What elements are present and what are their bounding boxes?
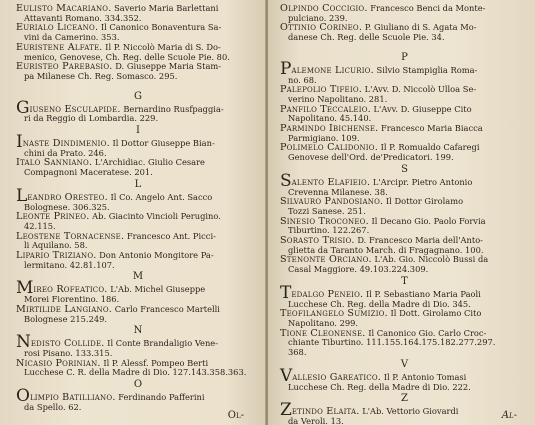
entry-first-line xyxy=(280,58,529,79)
index-entry xyxy=(16,4,260,23)
arcadian-name: Euristene Alfate. xyxy=(16,41,103,53)
arcadian-name: Silvauro Pandosiano. xyxy=(280,196,384,208)
arcadian-name: eandro Oresteo. xyxy=(27,191,108,203)
entry-continuation: Crevenna Milanese. 38. xyxy=(288,186,388,197)
member-description: L'Arcipr. Pietro Antonio xyxy=(372,176,473,187)
entry-continuation: Parmigiano. 109. xyxy=(288,132,360,143)
entry-first-line xyxy=(280,365,529,386)
member-description: Il P. Alessf. Pompeo Berti xyxy=(103,357,209,368)
entry-continuation: Bolognese 215.249. xyxy=(24,313,108,324)
arcadian-name: Polimelo Calidonio. xyxy=(280,142,378,154)
index-entry xyxy=(16,386,260,412)
section-letter: G xyxy=(134,90,142,102)
arcadian-name: Sorasto Trisio. xyxy=(280,235,355,247)
entry-continuation: lermitano. 42.81.107. xyxy=(24,259,115,270)
section-letter: S xyxy=(401,163,408,175)
member-description: P. Giuliano di S. Agata Mo- xyxy=(364,22,477,33)
index-entry xyxy=(16,359,260,378)
entry-continuation: Genovese dell'Ord. de'Predicatori. 199. xyxy=(288,152,454,163)
arcadian-name: Sinesio Troconeo. xyxy=(280,215,369,227)
member-description: D. Giuseppe Maria Stam- xyxy=(115,61,222,72)
arcadian-name: naste Dindimenio. xyxy=(22,138,110,150)
entry-continuation: 42.115. xyxy=(24,220,56,231)
index-entry xyxy=(16,132,260,158)
index-entry xyxy=(16,62,260,81)
entry-continuation: no. 68. xyxy=(288,74,317,85)
arcadian-name: Leostene Tornacense. xyxy=(16,230,125,242)
initial-letter: L xyxy=(16,185,28,206)
index-entry xyxy=(16,251,260,270)
right-page xyxy=(268,0,535,425)
arcadian-name: Tione Cleonense. xyxy=(280,327,366,339)
section-letter: M xyxy=(132,271,144,283)
arcadian-name: alento Elafieio. xyxy=(291,176,371,188)
member-description: Il Canonico Gio. Carlo Croc- xyxy=(368,327,487,338)
member-description: L'Ab. Michel Giuseppe xyxy=(110,284,206,295)
entry-continuation: li Aquilano. 58. xyxy=(24,240,88,251)
entry-continuation: da Veroli. 13. xyxy=(288,415,344,425)
arcadian-name: iuseno Esculapide. xyxy=(29,103,121,115)
entry-continuation: Tiburtino. 122.267. xyxy=(288,225,370,236)
member-description: L'Ab. Gio. Niccolò Bussi da xyxy=(374,254,489,265)
arcadian-name: Italo Sanniano. xyxy=(16,157,93,169)
section-letter: P xyxy=(401,51,408,63)
index-entry xyxy=(16,305,260,324)
entry-continuation: Compagnoni Maceratese. 201. xyxy=(24,167,153,178)
entry-continuation: chiante Tiburtino. 111.155.164.175.182.277.297. xyxy=(288,337,496,348)
initial-letter: V xyxy=(280,365,293,386)
section-letter: V xyxy=(400,358,409,370)
member-description: Il Dott. Girolamo Cito xyxy=(390,308,482,319)
index-entry xyxy=(16,332,260,358)
arcadian-name: alemone Licurio. xyxy=(291,64,374,76)
index-entry xyxy=(280,197,529,216)
section-letter: T xyxy=(401,275,408,287)
member-description: Il P. Sebastiano Maria Paoli xyxy=(365,288,481,299)
member-description: Il P. Niccolò Maria di S. Do- xyxy=(105,41,221,52)
section-letter: O xyxy=(133,379,143,391)
member-description: Bernardino Rusfpaggia- xyxy=(123,103,224,114)
initial-letter: T xyxy=(280,282,292,303)
arcadian-name: edalgo Peneio. xyxy=(291,288,364,300)
member-description: L'Ab. Vettorio Giovardi xyxy=(362,406,459,417)
section-letter: N xyxy=(133,325,143,337)
initial-letter: I xyxy=(16,132,23,153)
entry-continuation: Lucchese Ch. Reg. della Madre di Dio. 222. xyxy=(288,381,471,392)
index-entry xyxy=(280,58,529,85)
initial-letter: Z xyxy=(280,400,292,421)
index-entry xyxy=(280,236,529,255)
arcadian-name: ireo Rofeatico. xyxy=(33,284,108,296)
member-description: Ferdinando Pafferini xyxy=(118,392,205,403)
entry-continuation: Napolitano. 299. xyxy=(288,317,359,328)
member-description: Il Dottor Giuseppe Bian- xyxy=(112,138,215,149)
arcadian-name: Euristeo Parebasio. xyxy=(16,61,113,73)
arcadian-name: Leonte Prineo. xyxy=(16,211,90,223)
entry-first-line xyxy=(280,170,529,191)
arcadian-name: edisto Collide. xyxy=(30,338,105,350)
arcadian-name: Ottinio Corineo. xyxy=(280,22,363,34)
index-entry xyxy=(16,23,260,42)
section-letter: Z xyxy=(401,393,408,405)
index-entry xyxy=(280,329,529,358)
section-gap xyxy=(280,43,529,51)
member-description: L'Avv. D. Giuseppe Cito xyxy=(373,103,472,114)
index-entry xyxy=(16,43,260,62)
index-entry xyxy=(280,400,529,425)
member-description: Saverio Maria Barlettani xyxy=(114,3,219,13)
entry-continuation: Casal Maggiore. 49.103.224.309. xyxy=(288,264,429,275)
entry-continuation: da Spello. 62. xyxy=(24,401,82,412)
index-entry xyxy=(280,85,529,104)
arcadian-name: Palepolio Tifeio. xyxy=(280,84,363,96)
member-description: Francesco Benci da Monte- xyxy=(370,3,486,13)
entry-continuation: Lucchese C. R. della Madre di Dio. 127.143.358.363. xyxy=(24,367,247,378)
arcadian-name: allesio Gareatico. xyxy=(292,371,382,383)
member-description: Il Decano Gio. Paolo Forvia xyxy=(371,215,486,226)
entry-continuation: Attavanti Romano. 334.352. xyxy=(24,12,142,23)
entry-continuation: Tozzi Sanese. 251. xyxy=(288,205,366,216)
initial-letter: O xyxy=(16,386,30,407)
entry-continuation: Lucchese Ch. Reg. della Madre di Dio. 345. xyxy=(288,298,471,309)
entry-continuation: Morei Fiorentino. 186. xyxy=(24,294,120,305)
index-entry xyxy=(280,217,529,236)
index-entry xyxy=(280,105,529,124)
member-description: Don Antonio Mongitore Pa- xyxy=(99,250,214,261)
member-description: Il P. Romualdo Cafaregi xyxy=(380,142,480,153)
entry-continuation: ri da Reggio di Lombardia. 229. xyxy=(24,113,159,124)
section-letter: I xyxy=(136,125,140,137)
index-entry xyxy=(16,232,260,251)
index-entry xyxy=(280,143,529,162)
index-entry xyxy=(280,255,529,274)
arcadian-name: Stenonte Orciano. xyxy=(280,254,372,266)
arcadian-name: limpio Batilliano. xyxy=(29,392,116,404)
entry-continuation: rosi Pisano. 133.315. xyxy=(24,347,113,358)
index-entry xyxy=(16,97,260,124)
initial-letter: P xyxy=(280,58,292,79)
entry-continuation: menico, Genovese, Ch. Reg. delle Scuole Pie. 80. xyxy=(24,51,230,62)
member-description: Il Canonico Bonaventura Sa- xyxy=(100,22,222,33)
section-gap xyxy=(16,82,260,90)
entry-continuation: glietta da Taranto March. di Fragagnano. 100. xyxy=(288,244,484,255)
member-description: Il P. Antonio Tomasi xyxy=(383,371,467,382)
entry-first-line xyxy=(16,185,260,206)
section-letter: L xyxy=(134,178,142,190)
index-entry xyxy=(280,282,529,309)
index-entry xyxy=(280,309,529,328)
member-description: Il Conte Brandaligio Vene- xyxy=(107,338,219,349)
member-description: Francesco Ant. Picci- xyxy=(126,230,216,241)
entry-continuation: pa Milanese Ch. Reg. Somasco. 295. xyxy=(24,70,178,81)
index-entry xyxy=(280,23,529,42)
arcadian-name: Olpindo Coccigio. xyxy=(280,3,368,14)
arcadian-name: Eulisto Macariano. xyxy=(16,3,112,14)
index-entry xyxy=(280,365,529,392)
initial-letter: M xyxy=(16,278,34,299)
arcadian-name: Panfilo Teccaleio. xyxy=(280,103,371,115)
member-description: Silvio Stampiglia Roma- xyxy=(376,64,478,75)
index-entry xyxy=(280,124,529,143)
arcadian-name: Parmindo Ibichense. xyxy=(280,123,379,135)
index-entry xyxy=(16,158,260,177)
index-entry xyxy=(280,4,529,23)
entry-continuation: danese Ch. Reg. delle Scuole Pie. 34. xyxy=(288,32,445,43)
member-description: Carlo Francesco Martelli xyxy=(114,303,220,314)
arcadian-name: Lipario Triziano. xyxy=(16,250,97,262)
member-description: Il Co. Angelo Ant. Sacco xyxy=(110,191,213,202)
entry-continuation: pulciano. 239. xyxy=(288,12,348,23)
member-description: Il Dottor Girolamo xyxy=(385,196,464,207)
entry-continuation: vini da Camerino. 353. xyxy=(24,32,120,43)
initial-letter: N xyxy=(16,332,31,353)
initial-letter: S xyxy=(280,170,292,191)
member-description: L'Avv. D. Niccolò Ulloa Se- xyxy=(364,84,477,95)
arcadian-name: etindo Elaita. xyxy=(291,406,360,418)
entry-continuation: Bolognese. 306.325. xyxy=(24,201,110,212)
arcadian-name: Mirtilide Langiano. xyxy=(16,303,113,315)
arcadian-name: Eurialo Liceano. xyxy=(16,22,99,34)
arcadian-name: Teofilangelo Sumizio. xyxy=(280,308,388,320)
left-page xyxy=(0,0,266,425)
index-entry xyxy=(16,212,260,231)
entry-first-line xyxy=(280,282,529,303)
arcadian-name: Nicasio Porinian. xyxy=(16,357,101,369)
member-description: L'Archidiac. Giulio Cesare xyxy=(94,157,205,168)
entry-continuation: Napolitano. 45.140. xyxy=(288,113,372,124)
member-description: Francesco Maria Biacca xyxy=(381,123,483,134)
catchword: Al- xyxy=(501,410,517,421)
member-description: Ab. Giacinto Vincioli Perugino. xyxy=(92,211,221,222)
catchword: Ol- xyxy=(227,410,244,421)
index-entry xyxy=(16,185,260,212)
initial-letter: G xyxy=(16,97,30,118)
entry-continuation: 368. xyxy=(288,347,307,358)
index-entry xyxy=(280,170,529,197)
member-description: D. Francesco Maria dell'Anto- xyxy=(357,235,483,246)
entry-continuation: chini da Prato. 246. xyxy=(24,147,107,158)
index-entry xyxy=(16,278,260,305)
entry-continuation: verino Napolitano. 281. xyxy=(288,93,388,104)
